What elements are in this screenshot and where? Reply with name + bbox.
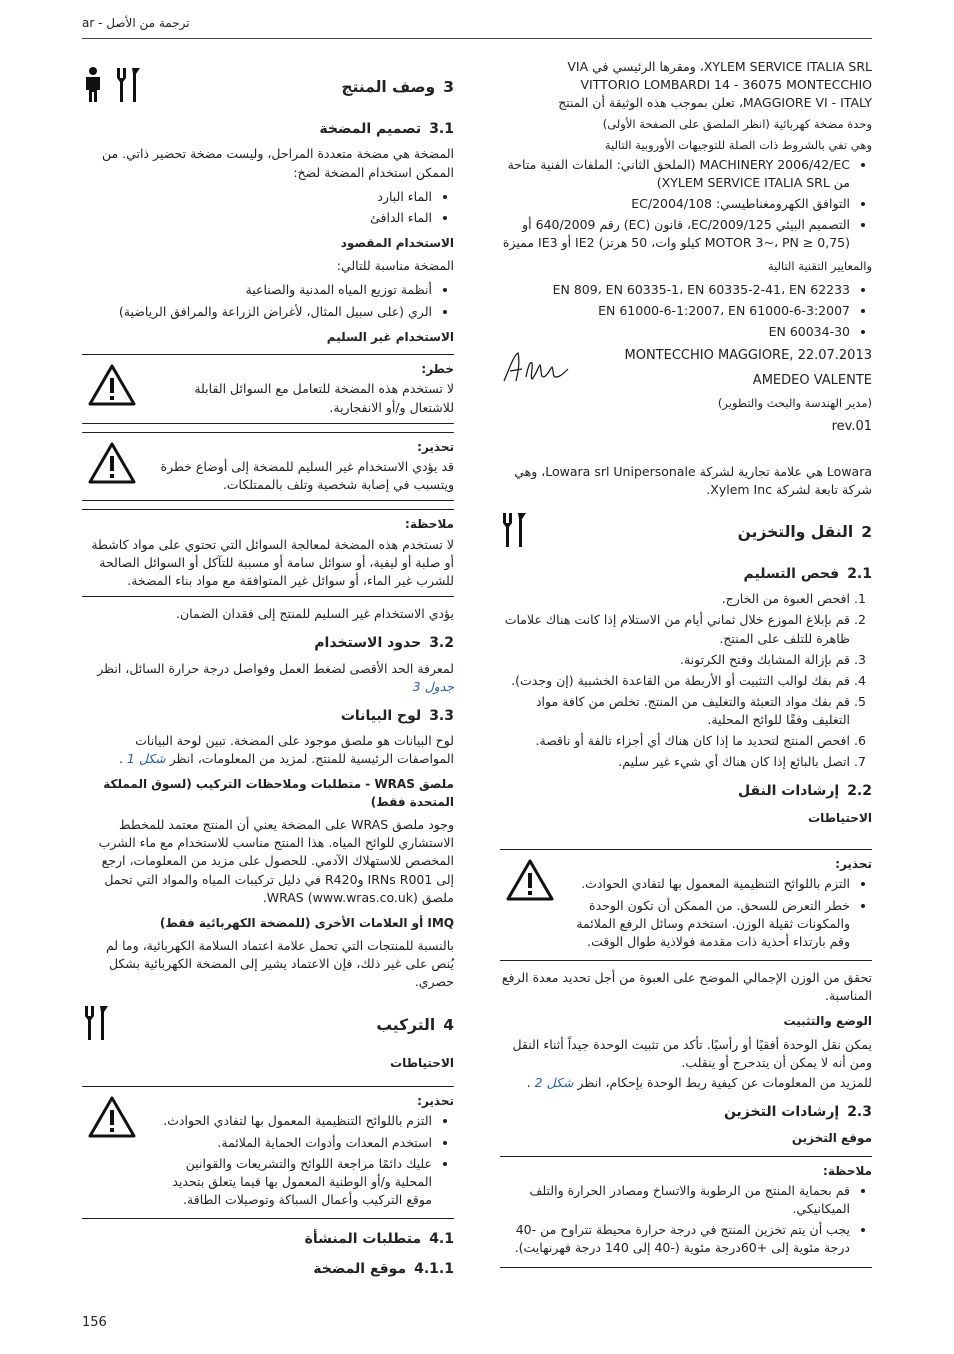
list-item: • يجب أن يتم تخزين المنتج في درجة حرارة محيطة تتراوح من -40 درجة مئوية إلى +60درجة مئوية (-40 إلى 140 درجة فهرنهايت). [500,1221,850,1257]
section-number: 2.2 [847,783,872,800]
subheading: الاحتياطات [390,1055,454,1070]
section-title: وصف المنتج [341,78,436,97]
intended-text: المضخة مناسبة للتالي: [336,258,454,274]
section-title: موقع المضخة [313,1261,407,1278]
subheading: IMQ أو العلامات الأخرى (للمضخة الكهربائية فقط) [159,915,454,930]
declaration [500,58,872,154]
figure-link[interactable]: شكل 1 [126,751,166,767]
signer-role: (مدير الهندسة والبحث والتطوير) [717,396,872,411]
wras-text: وجود ملصق WRAS على المضخة يعني أن المنتج معتمد للمخطط الاستشاري للوائح المياه. هذا المنتج مناسب للاستخدام مع ماء الشرب المخصص للاستهلاك الآدمي. للحصول على مزيد من المعلومات، ارجع إلى IRNs R001 وR420 في دليل تركيبات المياه والمواد التي تحمل ملصق WRAS (www.wras.co.uk). [98,817,454,905]
decl-line: VITTORIO LOMBARDI 14 - 36075 MONTECCHIO [580,77,872,93]
subheading: موقع التخزين [791,1131,872,1146]
fix-text: للمزيد من المعلومات عن كيفية ربط الوحدة بإحكام، انظر شكل 2 . [526,1074,872,1090]
revision: rev.01 [831,418,872,434]
section-title: إرشادات التخزين [723,1103,840,1120]
section-4-heading [82,1004,454,1047]
list-item: • التوافق الكهرومغناطيسي: EC/2004/108 [500,195,850,213]
warning-triangle-icon [87,363,137,412]
section-title: لوح البيانات [340,707,422,724]
note-box [82,509,454,597]
warning-triangle-icon [505,858,555,907]
note-title: ملاحظة: [405,517,454,532]
list-item: • أنظمة توزيع المياه المدنية والصناعية [82,281,432,299]
figure-link[interactable]: شكل 2 [534,1074,574,1090]
decl-line: XYLEM SERVICE ITALIA SRL، ومقرها الرئيسي في VIA [567,59,872,74]
section-number: 4.1.1 [414,1261,454,1278]
subheading: الاستخدام المقصود [340,235,454,250]
page-number: 156 [82,1315,107,1330]
warning-title: تحذير: [417,439,454,454]
design-text: المضخة هي مضخة متعددة المراحل، وليست مضخة تحضير ذاتي. من الممكن استخدام المضخة لضخ: [101,146,454,180]
warranty-text: يؤدي الاستخدام غير السليم للمنتج إلى فقدان الضمان. [176,606,454,622]
list-item: • خطر التعرض للسحق. من الممكن أن تكون الوحدة والمكونات ثقيلة الوزن. استخدم وسائل الرفع الملائمة وقم بارتداء أحذية ذات مقدمة فولاذية طوال الوقت. [564,897,850,951]
list-item: • الري (على سبيل المثال، لأغراض الزراعة والمرافق الرياضية) [82,303,432,321]
subheading: ملصق WRAS - متطلبات وملاحظات التركيب (لسوق المملكة المتحدة فقط) [103,777,454,809]
list-item: 1. افحص العبوة من الخارج. [500,590,850,608]
signature-image [500,347,572,387]
section-number: 3.1 [429,121,454,138]
position-text: يمكن نقل الوحدة أفقيًا أو رأسيًا. تأكد من تثبيت الوحدة جيداً أثناء النقل ومن أنه لا يمكن أن يتدحرج أو ينقلب. [512,1036,872,1070]
warning-box [82,432,454,502]
tools-icon [82,1004,110,1047]
list-item: • EN 809، EN 60335-1، EN 60335-2-41، EN 62233 [500,281,850,299]
list-item: 3. قم بإزالة المشابك وفتح الكرتونة. [500,651,850,669]
section-title: متطلبات المنشأة [304,1231,422,1248]
signer-name: AMEDEO VALENTE [752,373,872,389]
danger-title: خطر: [421,362,454,377]
section-title: تصميم المضخة [319,121,422,138]
list-item: • استخدم المعدات وأدوات الحماية الملائمة. [146,1134,432,1152]
caution-box [500,849,872,961]
section-title: فحص التسليم [743,565,840,582]
warning-text: قد يؤدي الاستخدام غير السليم للمضخة إلى أوضاع خطرة ويتسبب في إصابة شخصية وتلف بالممتلكات. [160,459,454,493]
tools-icon [500,511,528,554]
warning-title: تحذير: [417,1094,454,1109]
section-3-heading [82,66,454,109]
place-date: MONTECCHIO MAGGIORE, 22.07.2013 [624,348,872,364]
note-text: لا تستخدم هذه المضخة لمعالجة السوائل التي تحتوي على مواد كاشطة أو صلبة أو ليفية، أو سوائل سامة أو مسببة للتآكل أو السوائل الصالحة للشرب غير الماء، أو سوائل غير المتوافقة مع مواد بناء المضخة. [91,536,454,588]
section-icons [82,66,142,109]
warning-triangle-icon [87,441,137,490]
danger-box [82,354,454,424]
section-title: التركيب [376,1015,436,1034]
inspection-steps [500,590,872,771]
danger-text: لا تستخدم هذه المضخة للتعامل مع السوائل القابلة للاشتعال و/أو الانفجارية. [194,381,454,415]
header-divider [82,38,872,39]
section-number: 4 [443,1015,454,1034]
warning-box [82,1086,454,1219]
list-item: • التصميم البيئي EC/2009/125، قانون (EC) رقم 640/2009 أو (MOTOR 3~، PN ≥ 0,75 كيلو وات، 50 هرتز) IE2 أو IE3 مميزة [500,216,850,252]
list-item: • EN 60034-30 [500,323,850,341]
design-list [82,188,454,227]
list-item: 2. قم بإبلاغ الموزع خلال ثماني أيام من الاستلام إذا كانت هناك علامات ظاهرة للتلف على المنتج. [500,611,850,647]
list-item: 6. افحص المنتج لتحديد ما إذا كان هناك أي أجزاء تالفة أو ناقصة. [500,732,850,750]
plate-text: لوح البيانات هو ملصق موجود على المضخة. تبين لوحة البيانات المواصفات الرئيسية للمنتج. لمزيد من المعلومات، انظر شكل 1 . [118,733,454,767]
limits-text-body: لمعرفة الحد الأقصى لضغط العمل وفواصل درجة حرارة السائل، انظر [97,660,454,676]
list-item: 4. قم بفك لوالب التثبيت أو الأربطة من القاعدة الخشبية (إن وجدت). [500,672,850,690]
list-item: • الماء الدافئ [82,209,432,227]
section-number: 2.1 [847,565,872,582]
subheading: الاحتياطات [808,810,872,825]
directives-list [500,156,872,253]
right-column [500,58,872,1276]
fix-text-body: للمزيد من المعلومات عن كيفية ربط الوحدة بإحكام، انظر [577,1074,872,1090]
intended-list [82,281,454,320]
list-item: 5. قم بفك مواد التعبئة والتغليف من المنتج. تخلص من كافة مواد التغليف وفقًا للوائح المحلية. [500,693,850,729]
section-title: إرشادات النقل [738,783,840,800]
tools-icon [114,66,142,109]
caution-title: تحذير: [835,857,872,872]
list-item: • الماء البارد [82,188,432,206]
trademark-text: Lowara هي علامة تجارية لشركة Lowara srl Unipersonale، وهي شركة تابعة لشركة Xylem Inc. [514,463,872,497]
list-item: • التزم باللوائح التنظيمية المعمول بها لتفادي الحوادث. [146,1112,432,1130]
warning-triangle-icon [87,1095,137,1144]
list-item: • عليك دائمًا مراجعة اللوائح والتشريعات والقوانين المحلية و/أو الوطنية المعمول بها فيما يتعلق بتحديد موقع التركيب وأعمال السباكة وتوصيلات الطاقة. [146,1155,432,1209]
decl-line: وحدة مضخة كهربائية (انظر الملصق على الصفحة الأولى) [602,117,872,132]
section-number: 2 [861,523,872,542]
section-number: 3.2 [429,635,454,652]
table-link[interactable]: جدول 3 [412,678,454,694]
section-2-heading [500,511,872,554]
section-title: حدود الاستخدام [314,635,422,652]
imq-text: بالنسبة للمنتجات التي تحمل علامة اعتماد السلامة الكهربائية، وما لم يُنص على غير ذلك، فإن الاعتماد يشير إلى المضخة الكهربائية بشكل حصري. [105,938,454,990]
decl-line: MAGGIORE VI - ITALY، تعلن بموجب هذه الوثيقة أن المنتج [558,95,872,111]
standards-list [500,281,872,341]
list-item: • التزم باللوائح التنظيمية المعمول بها لتفادي الحوادث. [564,875,850,893]
section-title: النقل والتخزين [737,523,854,542]
person-icon [82,66,104,109]
note-title: ملاحظة: [823,1163,872,1178]
section-number: 4.1 [429,1231,454,1248]
subheading: الوضع والتثبيت [783,1014,872,1029]
list-item: 7. اتصل بالبائع إذا كان هناك أي شيء غير سليم. [500,753,850,771]
standards-intro: والمعايير التقنية التالية [767,259,872,274]
signature-block [500,347,872,436]
list-item: • MACHINERY 2006/42/EC (الملحق الثاني: الملفات الفنية متاحة من XYLEM SERVICE ITALIA SRL) [500,156,850,192]
decl-line: وهي تفي بالشروط ذات الصلة للتوجيهات الأوروبية التالية [604,138,872,153]
list-item: • قم بحماية المنتج من الرطوبة والاتساخ ومصادر الحرارة والتلف الميكانيكي. [500,1182,850,1218]
subheading: الاستخدام غير السليم [326,329,454,344]
page-header: ar - ترجمة من الأصل [82,16,190,30]
left-column [82,66,454,1286]
limits-text [82,660,454,696]
section-number: 3 [443,78,454,97]
section-number: 3.3 [429,707,454,724]
plate-text-body: لوح البيانات هو ملصق موجود على المضخة. تبين لوحة البيانات المواصفات الرئيسية للمنتج. لمزيد من المعلومات، انظر [135,733,454,767]
section-number: 2.3 [847,1103,872,1120]
note-box [500,1156,872,1268]
list-item: • EN 61000-6-1:2007، EN 61000-6-3:2007 [500,302,850,320]
weight-text: تحقق من الوزن الإجمالي الموضح على العبوة من أجل تحديد معدة الرفع المناسبة. [501,969,872,1004]
